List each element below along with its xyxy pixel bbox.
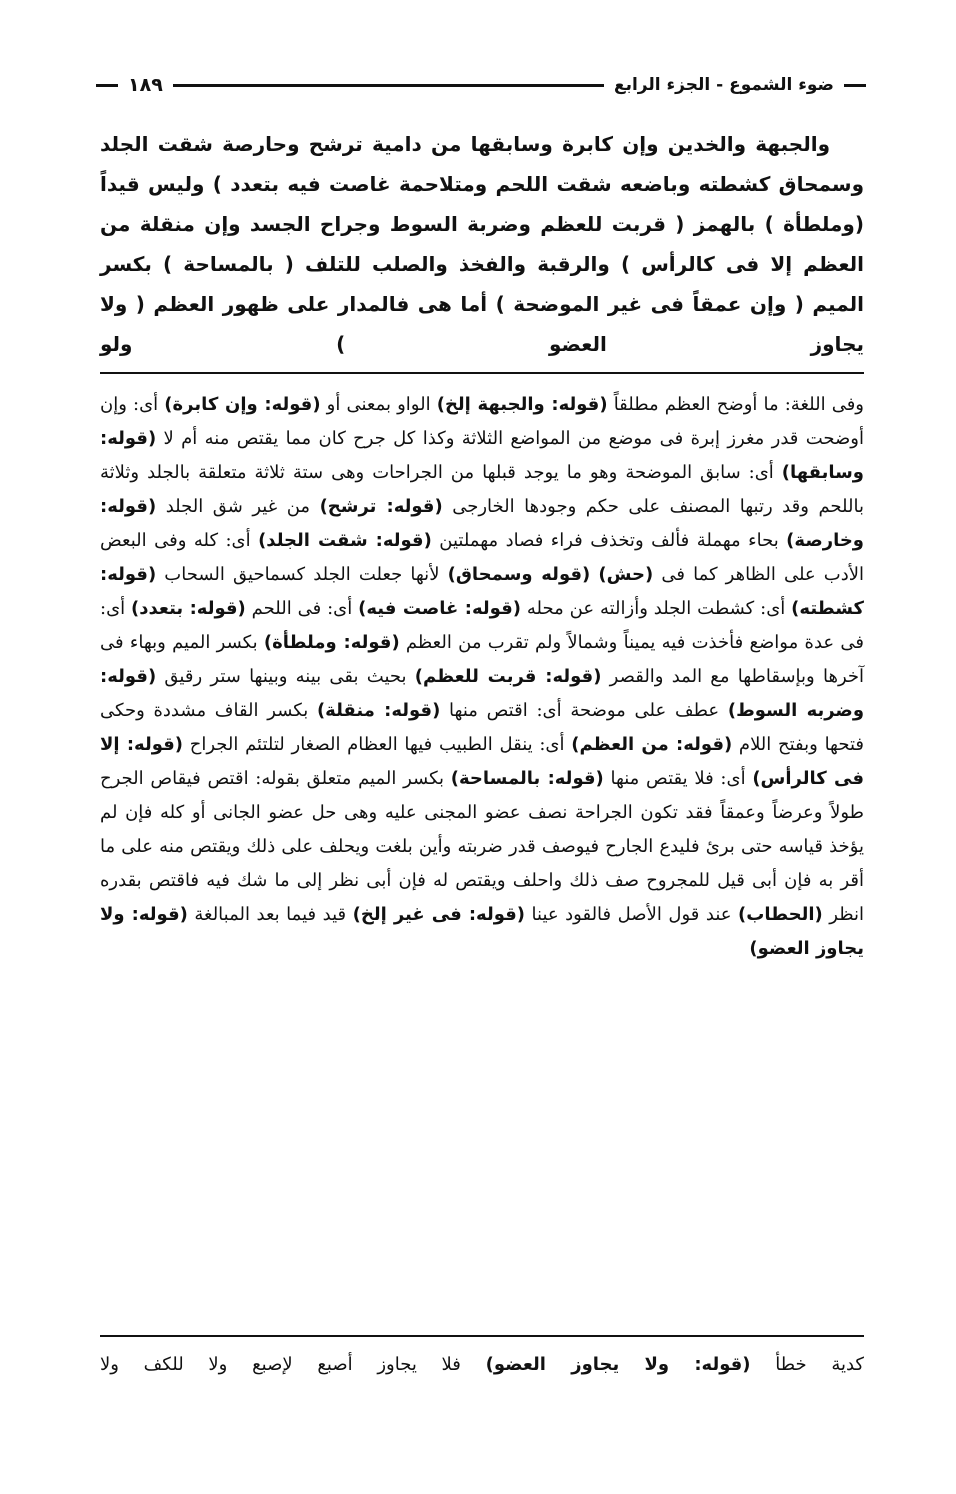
commentary-lemma: (قوله: شقت الجلد) (258, 530, 432, 551)
commentary-lemma: (قوله وسمحاق) (447, 564, 591, 585)
commentary-lemma: (قوله: ولا يجاوز العضو) (100, 904, 864, 959)
commentary-text: وفى اللغة: ما أوضح العظم مطلقاً (607, 394, 864, 415)
commentary-lemma: (قوله: فى غير إلخ) (352, 904, 526, 925)
main-text-block (100, 124, 864, 364)
commentary-text: قيد فيما بعد المبالغة (187, 904, 353, 925)
separator-rule-bottom (100, 1335, 864, 1337)
commentary-text: أى: فى اللحم (245, 598, 359, 619)
commentary-text: أى: فى عدة مواضع فأخذت فيه يميناً وشمالاً ولم تقرب من العظم (100, 598, 865, 653)
separator-rule-top (100, 372, 864, 374)
commentary-lemma: (قوله: من العظم) (571, 734, 733, 755)
running-header (96, 70, 866, 100)
commentary-text: عند قول الأصل فالقود عينا (525, 904, 739, 925)
commentary-text: أى: كشطت الجلد وأزالته عن محله (520, 598, 792, 619)
commentary-text: أى: ينقل الطبيب فيها العظام الصغار لتلتئم الجراح (183, 734, 572, 755)
commentary-text: الواو بمعنى أو (320, 394, 437, 415)
header-dash-right (844, 84, 866, 87)
commentary-lemma: (قوله: وضربه السوط) (100, 666, 865, 721)
commentary-lemma: (قوله: وخارصة) (100, 496, 864, 551)
commentary-text: أى: وإن أوضحت قدر مغرز إبرة فى موضع من المواضع الثلاثة وكذا كل جرح كان مما يقتص منه أم لا (100, 394, 864, 449)
commentary-lemma: (حش) (598, 564, 654, 585)
commentary-lemma: (قوله: بالمساحة) (450, 768, 604, 789)
commentary-text: أى: سابق الموضحة وهو ما يوجد قبلها من الجراحات وهى ستة ثلاثة متعلقة بالجلد وثلاثة باللحم وقد رتبها المصنف على حكم وجودها الخارجى (100, 462, 864, 517)
main-text-paragraph: والجبهة والخدين وإن كابرة وسابقها من دامية ترشح وحارصة شقت الجلد وسمحاق كشطته وباضعه شقت اللحم ومتلاحمة غاصت فيه بتعدد ) وليس قيداً (وملطأة ) بالهمز ( قربت للعظم وضربة السوط وجراح الجسد وإن منقلة من العظم إلا فى كالرأس ) والرقبة والفخذ والصلب للتلف ( بالمساحة ) بكسر الميم ( وإن عمقاً فى غير الموضحة ) أما هى فالمدار على ظهور العظم ( ولا يجاوز العضو ) ولو (100, 132, 864, 356)
commentary-text: بكسر الميم وبهاء فى آخرها وبإسقاطها مع المد والقصر (100, 632, 865, 687)
continuation-line (100, 1348, 864, 1382)
commentary-lemma: (قوله: منقلة) (316, 700, 441, 721)
commentary-text: عطف على موضحة أى: اقتص منها (440, 700, 728, 721)
header-title: ضوء الشموع - الجزء الرابع (613, 75, 834, 95)
commentary-lemma: (الحطاب) (738, 904, 823, 925)
continuation-lemma: (قوله: ولا يجاوز العضو) (485, 1354, 751, 1375)
commentary-text: أى: فلا يقتص منها (603, 768, 753, 789)
commentary-lemma: (قوله: قربت للعظم) (414, 666, 602, 687)
commentary-text: لأنها جعلت الجلد كسماحيق السحاب (156, 564, 448, 585)
commentary-text: بكسر الميم متعلق بقوله: اقتص فيقاص الجرح طولاً وعرضاً وعمقاً فقد تكون الجراحة نصف عضو المجنى عليه وهى حل عضو الجانى أو كله فإن لم يؤخذ قياسه حتى برئ فليدع الجارح فيوصف قدر ضربته وأين بلغت ويحلف على ذلك ويقتص منه على ما أقر به فإن أبى قيل للمجروح صف ذلك واحلف ويقتص له فإن أبى نظر إلى ما شك فيه فاقتص بقدره انظر (100, 768, 865, 925)
commentary-text: بحيث بقى بينه وبينها ستر رقيق (156, 666, 415, 687)
commentary-block (100, 388, 864, 966)
commentary-lemma: (قوله: بتعدد) (131, 598, 246, 619)
commentary-lemma: (قوله: وإن كابرة) (164, 394, 321, 415)
header-dash-left (96, 84, 118, 87)
commentary-lemma: (قوله: وسابقها) (100, 428, 864, 483)
continuation-text: كدية خطأ (750, 1354, 864, 1375)
page-number: ١٨٩ (128, 74, 163, 96)
commentary-lemma: (قوله: والجبهة إلخ) (436, 394, 608, 415)
commentary-lemma: (قوله: كشطته) (100, 564, 864, 619)
commentary-lemma: (قوله: ترشح) (319, 496, 443, 517)
header-rule (173, 84, 604, 87)
commentary-text: أى: كله وفى البعض الأدب على الظاهر كما فى (100, 530, 865, 585)
commentary-text: بكسر القاف مشددة وحكى فتحها وبفتح اللام (100, 700, 865, 755)
commentary-lemma: (قوله: غاصت فيه) (358, 598, 521, 619)
commentary-text: من غير شق الجلد (156, 496, 320, 517)
commentary-lemma: (قوله: إلا فى كالرأس) (100, 734, 864, 789)
commentary-text: بحاء مهملة فألف وتخذف فراء فصاد مهملتين (431, 530, 787, 551)
continuation-text: فلا يجاوز أصبع لإصبع ولا للكف ولا (100, 1354, 486, 1375)
commentary-lemma: (قوله: وملطأة) (263, 632, 400, 653)
